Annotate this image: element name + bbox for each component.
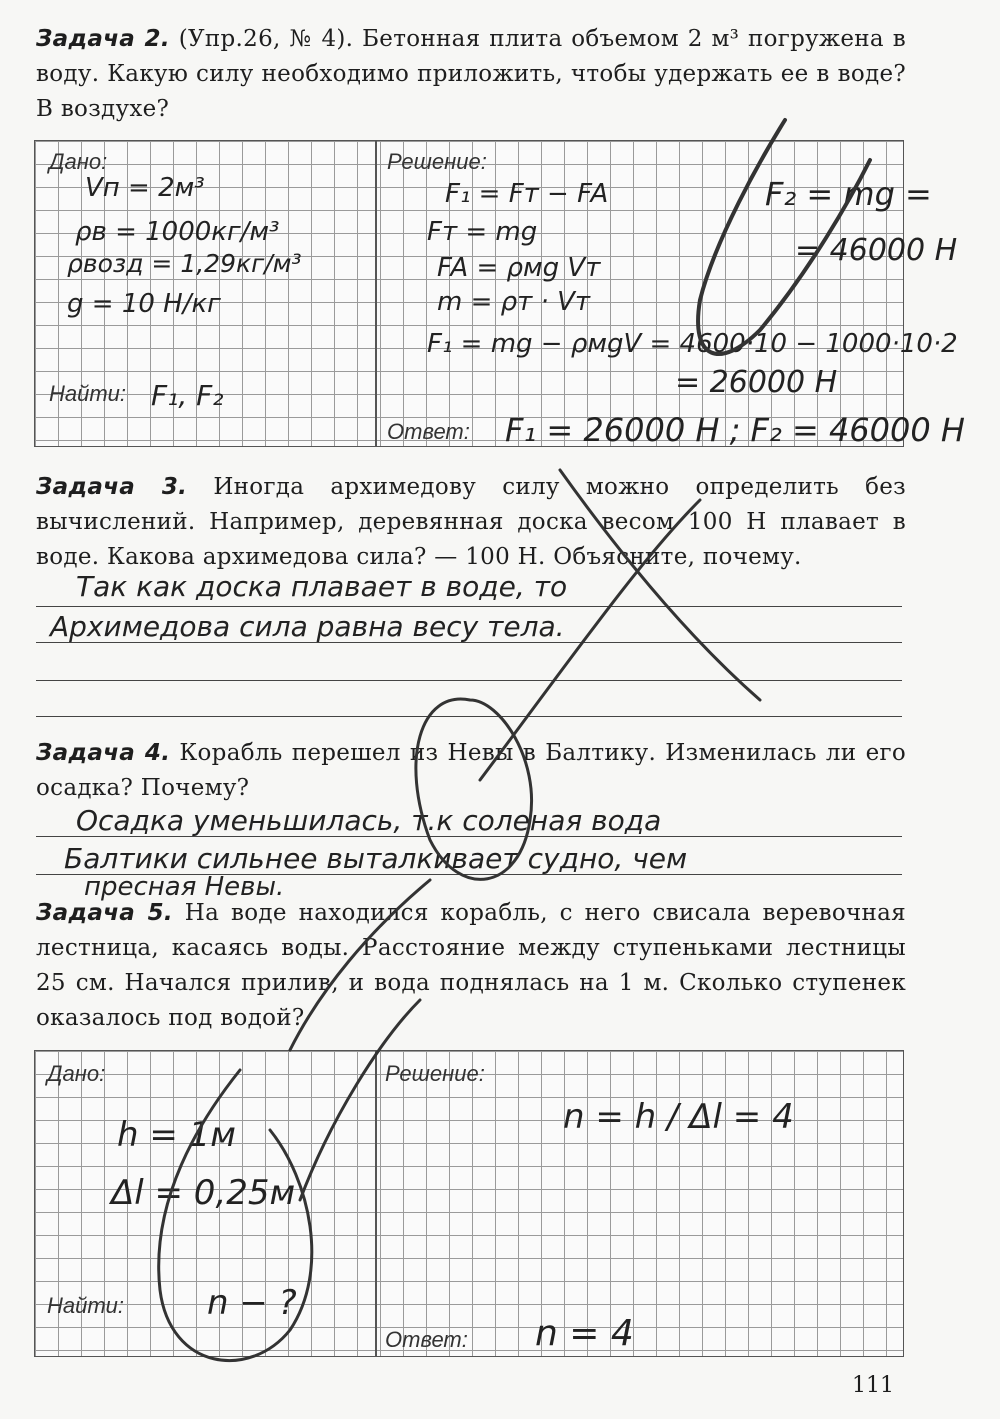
task-5-text: На воде находился корабль, с него свисала веревочная лестница, касаясь воды. Расстояние между ступеньками лестницы 25 см. Начался прилив, и вода поднялась на 1 м. Сколько ступенек оказалось под водой?	[36, 900, 906, 1031]
f2-line-1: F₂ = mg =	[765, 175, 932, 213]
given-step: Δl = 0,25м	[111, 1173, 296, 1213]
task-5-answer: n = 4	[535, 1313, 634, 1354]
solution-line-4: m = ρт · Vт	[437, 287, 591, 317]
task-4-answer-line-2: Балтики сильнее выталкивает судно, чем	[64, 842, 688, 875]
find-label: Найти:	[49, 381, 127, 406]
task-3-text: Иногда архимедову силу можно определить без вычислений. Например, деревянная доска весом 100 Н плавает в воде. Какова архимедова сила? — 100 Н. Объясните, почему.	[36, 474, 907, 570]
page-number: 111	[852, 1373, 894, 1398]
given-height: h = 1м	[117, 1115, 236, 1155]
answer-label: Ответ:	[385, 1327, 468, 1352]
task-2-label: Задача 2.	[36, 26, 170, 52]
given-label: Дано:	[49, 149, 108, 174]
task-4-text: Корабль перешел из Невы в Балтику. Изменилась ли его осадка? Почему?	[36, 740, 906, 801]
given-air-density: ρвозд = 1,29кг/м³	[67, 249, 302, 278]
solution-label: Решение:	[385, 1061, 485, 1086]
task-2-text: (Упр.26, № 4). Бетонная плита объемом 2 м³ погружена в воду. Какую силу необходимо приложить, чтобы удержать ее в воде? В воздухе?	[36, 26, 906, 122]
solution-line-6: = 26000 Н	[675, 365, 838, 400]
solution-label: Решение:	[387, 149, 487, 174]
task-4-label: Задача 4.	[36, 740, 171, 766]
solution-line-3: FA = ρмg Vт	[437, 253, 601, 283]
f2-line-2: = 46000 Н	[795, 233, 958, 268]
task-5-label: Задача 5.	[36, 900, 173, 926]
given-label: Дано:	[47, 1061, 106, 1086]
task-4-answer-line-1: Осадка уменьшилась, т.к соленая вода	[76, 804, 662, 837]
solution-line-1: F₁ = Fт − FA	[445, 179, 609, 209]
find-label: Найти:	[47, 1293, 125, 1318]
find-value: n − ?	[207, 1283, 297, 1323]
given-water-density: ρв = 1000кг/м³	[75, 217, 280, 247]
task-2-answer: F₁ = 26000 Н ; F₂ = 46000 Н	[505, 411, 965, 449]
answer-label: Ответ:	[387, 419, 470, 444]
task-3-answer-line-2: Архимедова сила равна весу тела.	[50, 610, 565, 643]
given-g: g = 10 Н/кг	[67, 289, 221, 319]
task-5-solution: n = h / Δl = 4	[563, 1097, 794, 1137]
solution-line-5: F₁ = mg − ρмgV = 4600·10 − 1000·10·2	[427, 329, 958, 359]
solution-line-2: Fт = mg	[427, 217, 538, 247]
task-3-label: Задача 3.	[36, 474, 188, 500]
task-4-answer-line-3: пресная Невы.	[84, 872, 285, 902]
find-values: F₁, F₂	[151, 379, 224, 412]
task-3-answer-line-1: Так как доска плавает в воде, то	[76, 570, 568, 603]
given-volume: Vп = 2м³	[85, 173, 205, 203]
